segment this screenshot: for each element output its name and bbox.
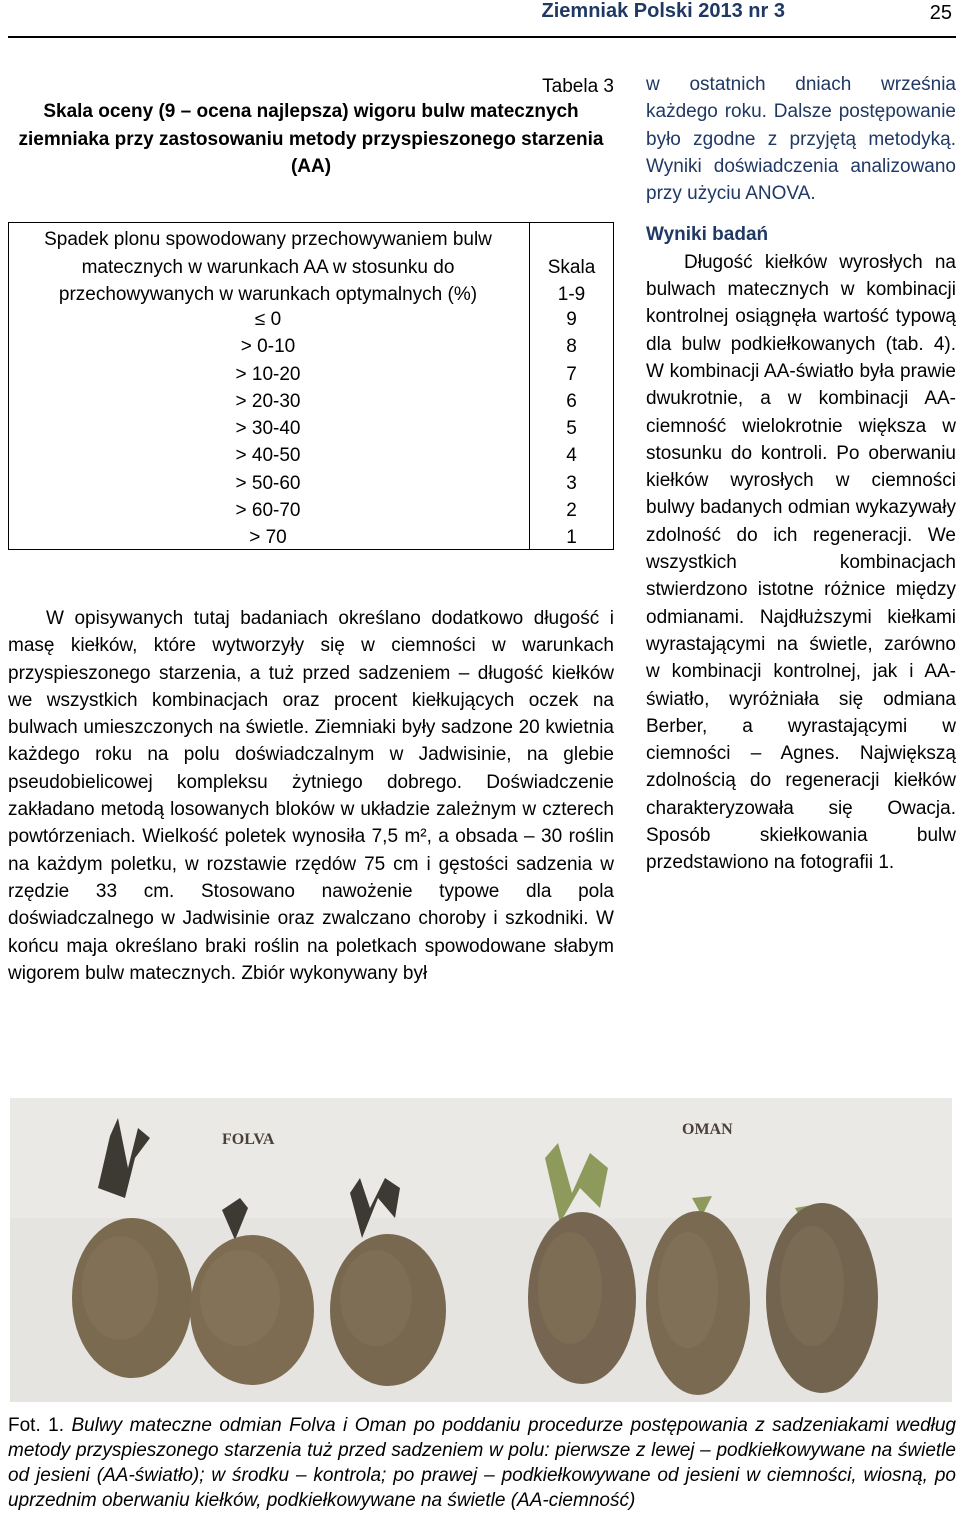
table-cell-range: > 10-20: [235, 363, 301, 385]
table-cell-score: 7: [566, 363, 577, 385]
header-rule: [8, 36, 956, 38]
journal-title: Ziemniak Polski 2013 nr 3: [541, 0, 785, 22]
figure-caption: [8, 1413, 956, 1513]
table-cell-score: 1: [566, 527, 577, 549]
table-cell-range: > 60-70: [235, 500, 301, 522]
table-range-column: [10, 306, 526, 552]
right-column: [646, 71, 956, 877]
table-cell-range: > 0-10: [240, 336, 296, 358]
figure-caption-label: Fot. 1.: [8, 1415, 65, 1436]
photo-label-folva: FOLVA: [222, 1131, 275, 1148]
table-cell-range: > 20-30: [235, 390, 301, 412]
page-number: 25: [929, 2, 952, 24]
table-column-header-scale: [531, 226, 612, 309]
methods-continuation-paragraph: w ostatnich dniach września każdego roku. Dalsze postępowanie było zgodne z przyjętą metodyką. Wyniki doświadczenia analizowano przy użyciu ANOVA.: [646, 74, 956, 205]
tuber-oman-dark: [766, 1203, 878, 1393]
table-cell-score: 5: [566, 418, 577, 440]
table-cell-score: 9: [566, 309, 577, 330]
table-column-header-yield-drop: Spadek plonu spowodowany przechowywaniem bulw matecznych w warunkach AA w stosunku do przechowywanych w warunkach optymalnych (%): [44, 229, 492, 305]
methods-paragraph: W opisywanych tutaj badaniach określano dodatkowo długość i masę kiełków, które wytworzyły się w ciemności w warunkach przyspieszonego starzenia, a tuż przed sadzeniem – długość kiełków we wszystkich kombinacjach oraz procent kiełkujących oczek na bulwach umieszczonych na świetle. Ziemniaki były sadzone 20 kwietnia każdego roku na polu doświadczalnym w Jadwisinie, na glebie pseudobielicowej kompleksu żytniego dobrego. Doświadczenie zakładano metodą losowanych bloków w układzie zależnym w czterech powtórzeniach. Wielkość poletek wynosiła 7,5 m², a obsada – 30 roślin na każdym poletku, w rozstawie rzędów 75 cm i gęstości sadzenia w rzędzie 33 cm. Stosowano nawożenie typowe dla pola doświadczalnego w Jadwisinie oraz zwalczano choroby i szkodniki. W końcu maja określano braki roślin na poletkach spowodowane słabym wigorem bulw matecznych. Zbiór wykonywany był: [8, 608, 614, 984]
running-header: [0, 0, 960, 36]
table-cell-range: ≤ 0: [254, 309, 282, 330]
table-cell-range: > 30-40: [235, 418, 301, 440]
table-cell-range: > 70: [249, 527, 287, 549]
results-heading: Wyniki badań: [646, 224, 769, 246]
results-paragraph: Długość kiełków wyrosłych na bulwach matecznych w kombinacji kontrolnej osiągnęła wartość typową dla bulw podkiełkowanych (tab. 4). W kombinacji AA-światło była prawie dwukrotnie, a w kombinacji AA-ciemność wielokrotnie większa w stosunku do kontroli. Po oberwaniu kiełków wyrosłych w ciemności bulwy badanych odmian wykazywały zdolność do ich regeneracji. We wszystkich kombinacjach stwierdzono istotne różnice między odmianami. Najdłuższymi kiełkami wyrastającymi na świetle, zarówno w kombinacji kontrolnej, jak i AA-światło, wyróżniała się odmiana Berber, a wyrastającymi w ciemności – Agnes. Największą zdolnością do regeneracji kiełków charakteryzowała się Owacja. Sposób skiełkowania bulw przedstawiono na fotografii 1.: [646, 251, 956, 874]
table-column-divider: [529, 222, 530, 550]
table-cell-score: 4: [566, 445, 577, 467]
table-cell-range: > 40-50: [235, 445, 301, 467]
left-column-paragraph: [8, 605, 614, 987]
scale-header-range: 1-9: [557, 284, 586, 305]
table-score-column: [531, 306, 612, 552]
table-cell-score: 3: [566, 472, 577, 494]
photo-tubers: [10, 1098, 952, 1402]
photo-label-oman: OMAN: [682, 1121, 733, 1138]
table-title: Skala oceny (9 – ocena najlepsza) wigoru bulw matecznych ziemniaka przy zastosowaniu metody przyspieszonego starzenia (AA): [18, 101, 604, 177]
table-label: Tabela 3: [542, 76, 614, 97]
table-cell-range: > 50-60: [235, 472, 301, 494]
table-cell-score: 2: [566, 500, 577, 522]
figure-caption-text: Bulwy mateczne odmian Folva i Oman po poddaniu procedurze postępowania z sadzeniakami według metody przyspieszonego starzenia tuż przed sadzeniem w polu: pierwsze z lewej – podkiełkowywane na świetle od jesieni (AA-światło); w środku – kontrola; po prawej – podkiełkowywane od jesieni w ciemności, wiosną, po uprzednim oberwaniu kiełków, podkiełkowywane na świetle (AA-ciemność): [8, 1415, 956, 1511]
scale-header-word: Skala: [547, 256, 596, 278]
table-cell-score: 6: [566, 390, 577, 412]
table-cell-score: 8: [566, 336, 577, 358]
